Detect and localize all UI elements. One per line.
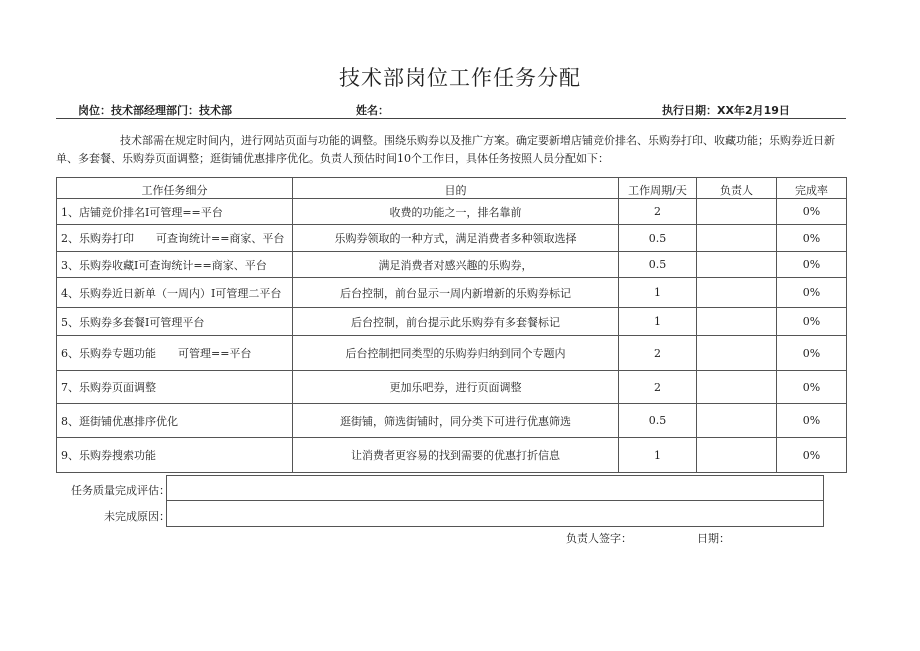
rate-cell: 0% <box>777 225 847 252</box>
days-cell: 1 <box>619 438 697 473</box>
days-cell: 0.5 <box>619 225 697 252</box>
task-cell: 3、乐购券收藏I可查询统计==商家、平台 <box>57 252 293 278</box>
owner-cell[interactable] <box>697 371 777 404</box>
purpose-cell: 后台控制把同类型的乐购券归纳到同个专题内 <box>293 336 619 371</box>
purpose-cell: 收费的功能之一，排名靠前 <box>293 199 619 225</box>
task-cell: 4、乐购券近日新单（一周内）I可管理二平台 <box>57 278 293 308</box>
position-info: 岗位：技术部经理部门：技术部 <box>78 104 232 117</box>
table-row <box>57 225 847 252</box>
quality-row <box>56 475 846 501</box>
header-rate: 完成率 <box>777 178 847 199</box>
days-cell: 2 <box>619 336 697 371</box>
owner-cell[interactable] <box>697 199 777 225</box>
reason-label: 未完成原因： <box>104 510 170 523</box>
owner-cell[interactable] <box>697 225 777 252</box>
days-cell: 0.5 <box>619 252 697 278</box>
days-cell: 1 <box>619 278 697 308</box>
purpose-cell: 让消费者更容易的找到需要的优惠打折信息 <box>293 438 619 473</box>
task-cell: 6、乐购券专题功能 可管理==平台 <box>57 336 293 371</box>
owner-cell[interactable] <box>697 278 777 308</box>
reason-row <box>56 501 846 527</box>
owner-cell[interactable] <box>697 404 777 438</box>
task-table <box>56 177 847 473</box>
header-task: 工作任务细分 <box>57 178 293 199</box>
table-row <box>57 252 847 278</box>
rate-cell: 0% <box>777 199 847 225</box>
rate-cell: 0% <box>777 404 847 438</box>
reason-field[interactable] <box>166 501 824 527</box>
purpose-cell: 满足消费者对感兴趣的乐购券， <box>293 252 619 278</box>
table-row <box>57 438 847 473</box>
purpose-cell: 乐购券领取的一种方式，满足消费者多种领取选择 <box>293 225 619 252</box>
header-owner: 负责人 <box>697 178 777 199</box>
quality-label: 任务质量完成评估： <box>71 484 170 497</box>
rate-cell: 0% <box>777 308 847 336</box>
task-cell: 9、乐购券搜索功能 <box>57 438 293 473</box>
header-purpose: 目的 <box>293 178 619 199</box>
table-header-row <box>57 178 847 199</box>
table-row <box>57 199 847 225</box>
table-row <box>57 371 847 404</box>
table-row <box>57 278 847 308</box>
purpose-cell: 更加乐吧券，进行页面调整 <box>293 371 619 404</box>
table-row <box>57 308 847 336</box>
days-cell: 0.5 <box>619 404 697 438</box>
purpose-cell: 后台控制，前台提示此乐购券有多套餐标记 <box>293 308 619 336</box>
days-cell: 1 <box>619 308 697 336</box>
task-cell: 8、逛街铺优惠排序优化 <box>57 404 293 438</box>
rate-cell: 0% <box>777 336 847 371</box>
intro-paragraph: 技术部需在规定时间内，进行网站页面与功能的调整。围绕乐购券以及推广方案。确定要新增店铺竞价排名、乐购券打印、收藏功能；乐购券近日新单、多套餐、乐购券页面调整；逛街铺优惠排序优化。负责人预估时间10个工作日，具体任务按照人员分配如下： <box>56 134 835 165</box>
execution-date: 执行日期：XX年2月19日 <box>662 104 790 117</box>
owner-cell[interactable] <box>697 438 777 473</box>
name-label: 姓名： <box>356 104 389 117</box>
owner-cell[interactable] <box>697 336 777 371</box>
rate-cell: 0% <box>777 438 847 473</box>
days-cell: 2 <box>619 199 697 225</box>
rate-cell: 0% <box>777 371 847 404</box>
owner-signature-label: 负责人签字： <box>566 532 632 545</box>
table-row <box>57 336 847 371</box>
rate-cell: 0% <box>777 278 847 308</box>
task-cell: 7、乐购券页面调整 <box>57 371 293 404</box>
table-row <box>57 404 847 438</box>
header-divider <box>56 118 846 119</box>
header-days: 工作周期/天 <box>619 178 697 199</box>
owner-cell[interactable] <box>697 308 777 336</box>
rate-cell: 0% <box>777 252 847 278</box>
page-title: 技术部岗位工作任务分配 <box>339 66 581 90</box>
owner-cell[interactable] <box>697 252 777 278</box>
days-cell: 2 <box>619 371 697 404</box>
purpose-cell: 逛街铺，筛选街铺时，同分类下可进行优惠筛选 <box>293 404 619 438</box>
task-cell: 2、乐购券打印 可查询统计==商家、平台 <box>57 225 293 252</box>
signature-date-label: 日期： <box>697 532 730 545</box>
task-cell: 5、乐购券多套餐I可管理平台 <box>57 308 293 336</box>
task-cell: 1、店铺竞价排名I可管理==平台 <box>57 199 293 225</box>
quality-field[interactable] <box>166 475 824 501</box>
purpose-cell: 后台控制，前台显示一周内新增新的乐购券标记 <box>293 278 619 308</box>
